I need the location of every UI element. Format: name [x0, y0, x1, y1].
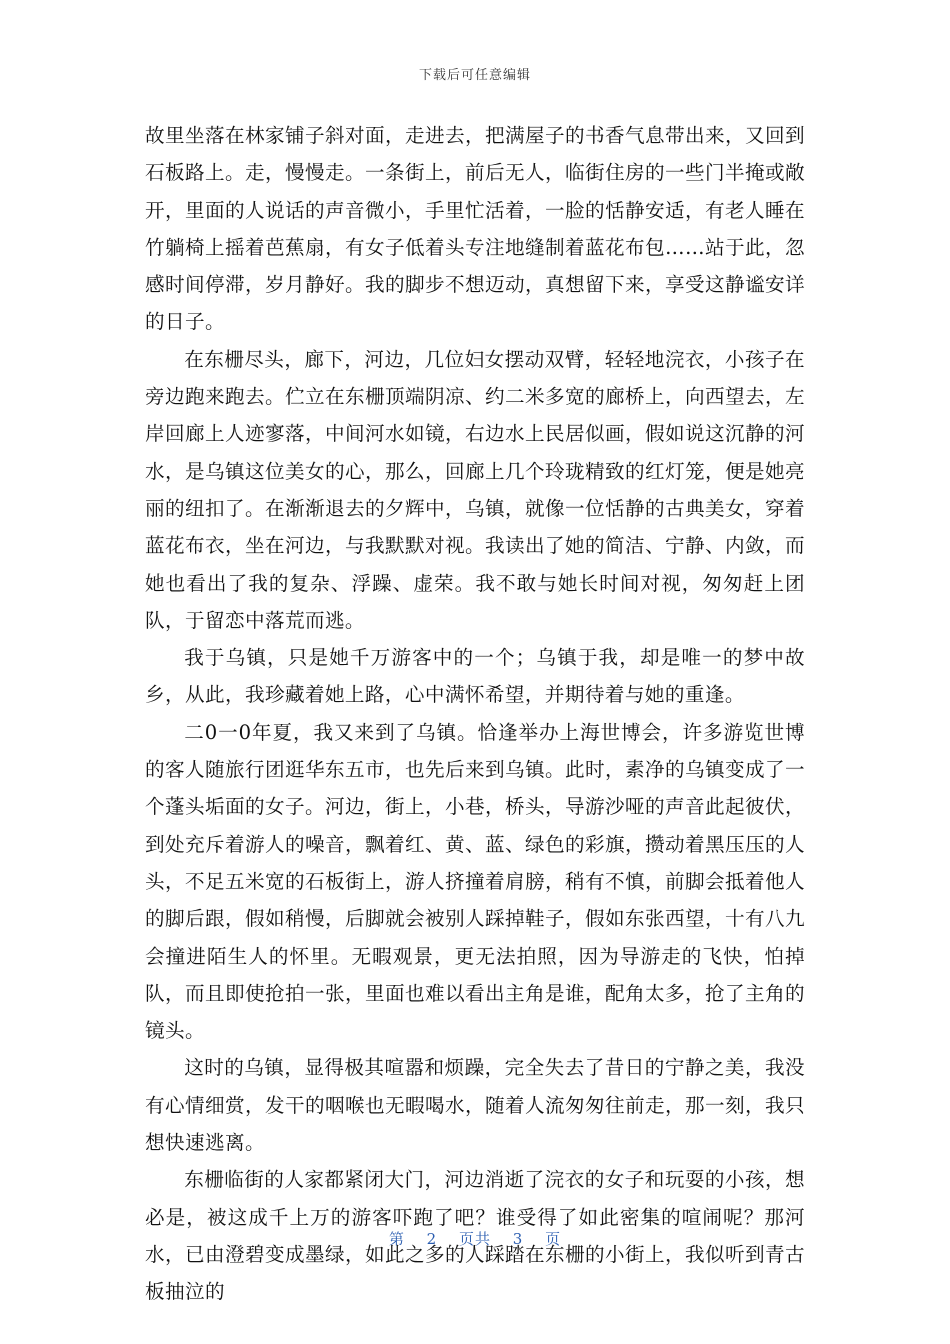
- paragraph-6: 东栅临街的人家都紧闭大门，河边消逝了浣衣的女子和玩耍的小孩，想必是，被这成千上万的游客吓跑了吧？谁受得了如此密集的喧闹呢？那河水，已由澄碧变成墨绿，如此之多的人踩踏在东栅的小街上，我似听到青古板抽泣的: [145, 1168, 805, 1304]
- page-header: 下载后可任意编辑: [418, 68, 531, 83]
- paragraph-1: 故里坐落在林家铺子斜对面，走进去，把满屋子的书香气息带出来，又回到石板路上。走，慢慢走。一条街上，前后无人，临街住房的一些门半掩或敞开，里面的人说话的声音微小，手里忙活着，一脸的恬静安适，有老人睡在竹躺椅上摇着芭蕉扇，有女子低着头专注地缝制着蓝花布包……站于此，忽感时间停滞，岁月静好。我的脚步不想迈动，真想留下来，享受这静谧安详的日子。: [145, 124, 805, 334]
- page-total-number: 3: [512, 1230, 524, 1248]
- page-suffix: 页: [545, 1230, 562, 1248]
- page-footer: [0, 1228, 950, 1249]
- page-prefix: 第: [388, 1230, 405, 1248]
- paragraph-3: 我于乌镇，只是她千万游客中的一个；乌镇于我，却是唯一的梦中故乡，从此，我珍藏着她上路，心中满怀希望，并期待着与她的重逢。: [145, 646, 805, 707]
- paragraph-5: 这时的乌镇，显得极其喧嚣和烦躁，完全失去了昔日的宁静之美，我没有心情细赏，发干的咽喉也无暇喝水，随着人流匆匆往前走，那一刻，我只想快速逃离。: [145, 1056, 805, 1155]
- paragraph-4: 二0一0年夏，我又来到了乌镇。恰逢举办上海世博会，许多游览世博的客人随旅行团逛华东五市，也先后来到乌镇。此时，素净的乌镇变成了一个蓬头垢面的女子。河边，街上，小巷，桥头，导游沙哑的声音此起彼伏，到处充斥着游人的噪音，飘着红、黄、蓝、绿色的彩旗，攒动着黑压压的人头，不足五米宽的石板街上，游人挤撞着肩膀，稍有不慎，前脚会抵着他人的脚后跟，假如稍慢，后脚就会被别人踩掉鞋子，假如东张西望，十有八九会撞进陌生人的怀里。无暇观景，更无法拍照，因为导游走的飞快，怕掉队，而且即使抢拍一张，里面也难以看出主角是谁，配角太多，抢了主角的镜头。: [145, 720, 805, 1043]
- document-body: [145, 117, 805, 1311]
- page-current-number: 2: [426, 1230, 438, 1248]
- paragraph-2: 在东栅尽头，廊下，河边，几位妇女摆动双臂，轻轻地浣衣，小孩子在旁边跑来跑去。伫立在东栅顶端阴凉、约二米多宽的廊桥上，向西望去，左岸回廊上人迹寥落，中间河水如镜，右边水上民居似画，假如说这沉静的河水，是乌镇这位美女的心，那么，回廊上几个玲珑精致的红灯笼，便是她亮丽的纽扣了。在渐渐退去的夕辉中，乌镇，就像一位恬静的古典美女，穿着蓝花布衣，坐在河边，与我默默对视。我读出了她的简洁、宁静、内敛，而她也看出了我的复杂、浮躁、虚荣。我不敢与她长时间对视，匆匆赶上团队，于留恋中落荒而逃。: [145, 347, 805, 632]
- page-middle: 页共: [458, 1230, 491, 1248]
